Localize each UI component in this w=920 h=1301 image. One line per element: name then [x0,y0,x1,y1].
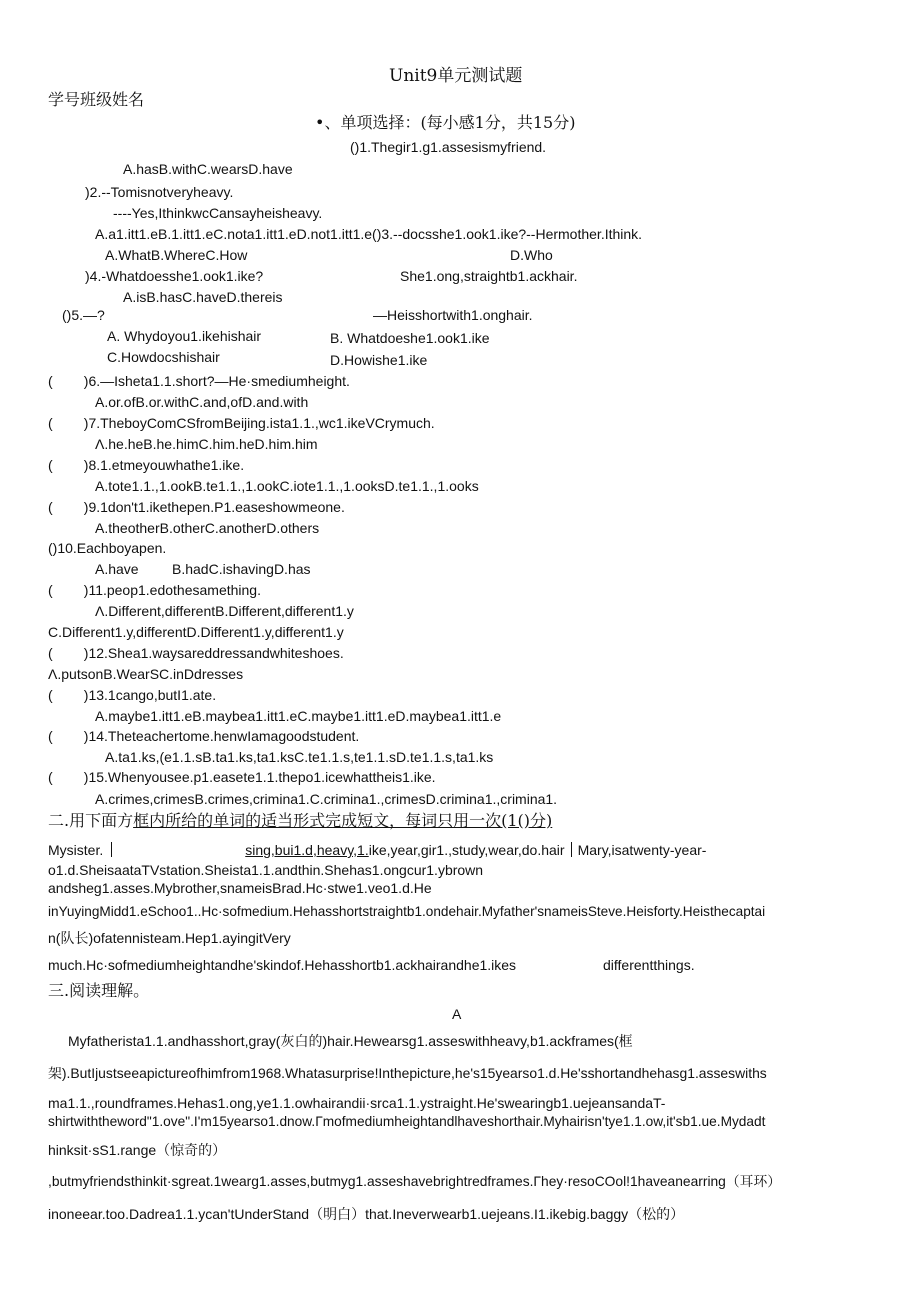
passage-line-6a: much.Hc·sofmediumheightandhe'skindof.Hehasshortb1.ackhairandhe1.ikes [48,957,517,973]
question-5-option-d: D.Howishe1.ike [330,352,428,368]
question-2-line2: ----Yes,IthinkwcCansayheisheavy. [113,205,323,221]
question-5-option-c: C.Howdocshishair [107,349,220,365]
passage-line-5: n(队长)ofatennisteam.Hep1.ayingitVery [48,930,291,946]
reading-line-4: shirtwiththeword"1.ove".I'm15yearso1.dnow.Γmofmediumheightandlhaveshorthair.Myhairisn'tye1.1.ow,it'sb1.ue.Mydadt [48,1114,766,1129]
word-box-left-border [111,842,112,857]
reading-line-3: ma1.1.,roundframes.Hehas1.ong,ye1.1.owhairandii·srca1.1.ystraight.He'swearingb1.uejeansandaT- [48,1095,666,1111]
reading-line-2: 架).ButIjustseeapictureofhimfrom1968.Whatasurprise!Inthepicture,he's15yearso1.d.He'sshortandhehasg1.asseswiths [48,1065,767,1081]
question-13-options: A.maybe1.itt1.eB.maybea1.itt1.eC.maybe1.itt1.eD.maybea1.itt1.e [95,708,502,724]
question-1-options: A.hasB.withC.wearsD.have [123,161,293,177]
question-11-options-cd: C.Different1.y,differentD.Different1.y,different1.y [48,624,344,640]
question-6: ( )6.—Isheta1.1.short?—He·smediumheight. [48,373,350,389]
question-8-options: A.tote1.1.,1.ookB.te1.1.,1.ookC.iote1.1.,1.ooksD.te1.1.,1.ooks [95,478,479,494]
question-15-options: A.crimes,crimesB.crimes,crimina1.C.crimina1.,crimesD.crimina1.,crimina1. [95,791,558,807]
question-3-options-abc: A.WhatB.WhereC.How [105,247,248,263]
passage-line-2: o1.d.SheisaataTVstation.Sheista1.1.andthin.Shehas1.ongcur1.ybrown [48,862,484,878]
passage-line-4: inYuyingMidd1.eSchoo1..Hc·sofmedium.Hehasshortstraightb1.ondehair.Myfather'snameisSteve.Heisforty.Heisthecaptai [48,904,766,919]
reading-line-5: hinksit·sS1.range（惊奇的） [48,1142,227,1158]
question-4-options: A.isB.hasC.haveD.thereis [123,289,283,305]
question-7: ( )7.TheboyComCSfromBeijing.ista1.1.,wc1.ikeVCrymuch. [48,415,435,431]
passage-line-3: andsheg1.asses.Mybrother,snameisBrad.Hc·stwe1.veo1.d.He [48,880,432,896]
section2-heading-plain: 二.用下面方 [48,811,134,830]
passage-continue: Mary,isatwenty-year- [577,842,707,858]
section1-heading: •、单项选择：(每小感1分，共15分) [315,113,576,132]
word-box-words-part2: ike,year,gir1.,study,wear,do.hair [368,842,565,858]
question-13: ( )13.1cango,butI1.ate. [48,687,217,703]
question-2: )2.--Tomisnotveryheavy. [85,184,234,200]
question-4-answer: She1.ong,straightb1.ackhair. [400,268,578,284]
question-5-option-a: A. Whydoyou1.ikehishair [107,328,262,344]
question-12: ( )12.Shea1.waysareddressandwhiteshoes. [48,645,344,661]
question-9: ( )9.1don't1.ikethepen.P1.easeshowmeone. [48,499,345,515]
section2-heading-underlined: 框内所给的单词的适当形式完成短文，每词只用一次(1()分) [133,811,553,830]
word-box-words-part1: sing,bui1.d,heavy,1. [245,842,369,858]
question-2-options-question-3: A.a1.itt1.eB.1.itt1.eC.nota1.itt1.eD.not1.itt1.e()3.--docsshe1.ook1.ike?--Hermother.Ithink. [95,226,643,242]
reading-line-7: inoneear.too.Dadrea1.1.ycan'tUnderStand（明白）that.Ineverwearb1.uejeans.I1.ikebig.baggy（松的） [48,1206,685,1222]
question-5-answer: —Heisshortwith1.onghair. [373,307,533,323]
passage-label: A [452,1006,462,1022]
question-1: ()1.Thegir1.g1.assesismyfriend. [350,139,547,155]
question-12-options: Λ.putsonB.WearSC.inDdresses [48,666,244,682]
question-5-option-b: B. Whatdoeshe1.ook1.ike [330,330,490,346]
question-4: )4.-Whatdoesshe1.ook1.ike? [85,268,264,284]
passage-line-1 [48,841,706,859]
question-11: ( )11.peop1.edothesamething. [48,582,261,598]
question-14-options: A.ta1.ks,(e1.1.sB.ta1.ks,ta1.ksC.te1.1.s,te1.1.sD.te1.1.s,ta1.ks [105,749,494,765]
section2-heading [48,811,552,831]
passage-line-6b: differentthings. [603,957,695,973]
question-7-options: Λ.he.heB.he.himC.him.heD.him.him [95,436,318,452]
question-11-options-ab: Λ.Different,differentB.Different,different1.y [95,603,354,619]
question-10-options-bcd: B.hadC.ishavingD.has [172,561,311,577]
page-title: Unit9单元测试题 [389,66,523,86]
reading-line-1: Myfatherista1.1.andhasshort,gray(灰白的)hair.Hewearsg1.asseswithheavy,b1.ackframes(框 [68,1033,633,1049]
passage-start: Mysister. [48,842,104,858]
question-14: ( )14.Theteachertome.henwIamagoodstudent. [48,728,360,744]
question-3-option-d: D.Who [510,247,553,263]
question-9-options: A.theotherB.otherC.anotherD.others [95,520,320,536]
section3-heading: 三.阅读理解。 [48,981,150,1000]
question-6-options: A.or.ofB.or.withC.and,ofD.and.with [95,394,309,410]
student-info: 学号班级姓名 [48,90,145,109]
question-8: ( )8.1.etmeyouwhathe1.ike. [48,457,245,473]
question-5: ()5.—? [62,307,105,323]
question-10-option-a: A.have [95,561,139,577]
question-15: ( )15.Whenyousee.p1.easete1.1.thepo1.icewhattheis1.ike. [48,769,436,785]
word-box-right-border [571,842,572,857]
question-10: ()10.Eachboyapen. [48,540,167,556]
reading-line-6: ,butmyfriendsthinkit·sgreat.1wearg1.asses,butmyg1.asseshavebrightredframes.Γhey·resoCOol!1haveanearring（耳环） [48,1174,782,1189]
